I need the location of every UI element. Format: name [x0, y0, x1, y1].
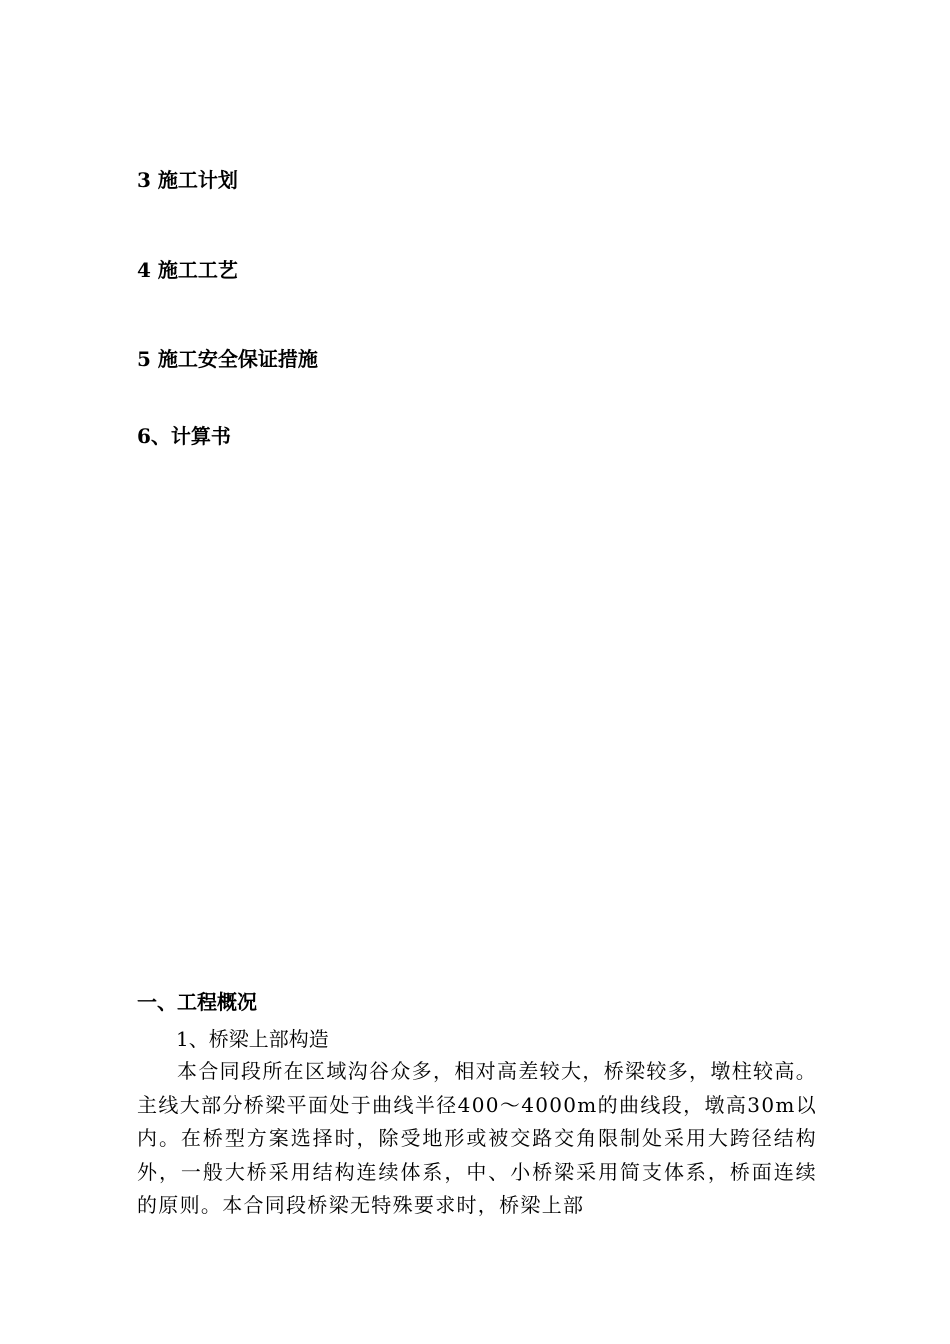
toc-item-construction-plan: 3 施工计划: [137, 168, 238, 192]
section-heading: 一、工程概况: [137, 990, 257, 1014]
body-paragraph: 本合同段所在区域沟谷众多，相对高差较大，桥梁较多，墩柱较高。主线大部分桥梁平面处于曲线半径400～4000m的曲线段，墩高30m以内。在桥型方案选择时，除受地形或被交路交角限制处采用大跨径结构外，一般大桥采用结构连续体系，中、小桥梁采用简支体系，桥面连续的原则。本合同段桥梁无特殊要求时，桥梁上部: [137, 1059, 817, 1217]
toc-item-calculation-book: 6、计算书: [137, 424, 231, 448]
toc-item-safety-measures: 5 施工安全保证措施: [137, 347, 318, 371]
toc-item-construction-process: 4 施工工艺: [137, 258, 238, 282]
sub-heading: 1、桥梁上部构造: [176, 1027, 329, 1051]
